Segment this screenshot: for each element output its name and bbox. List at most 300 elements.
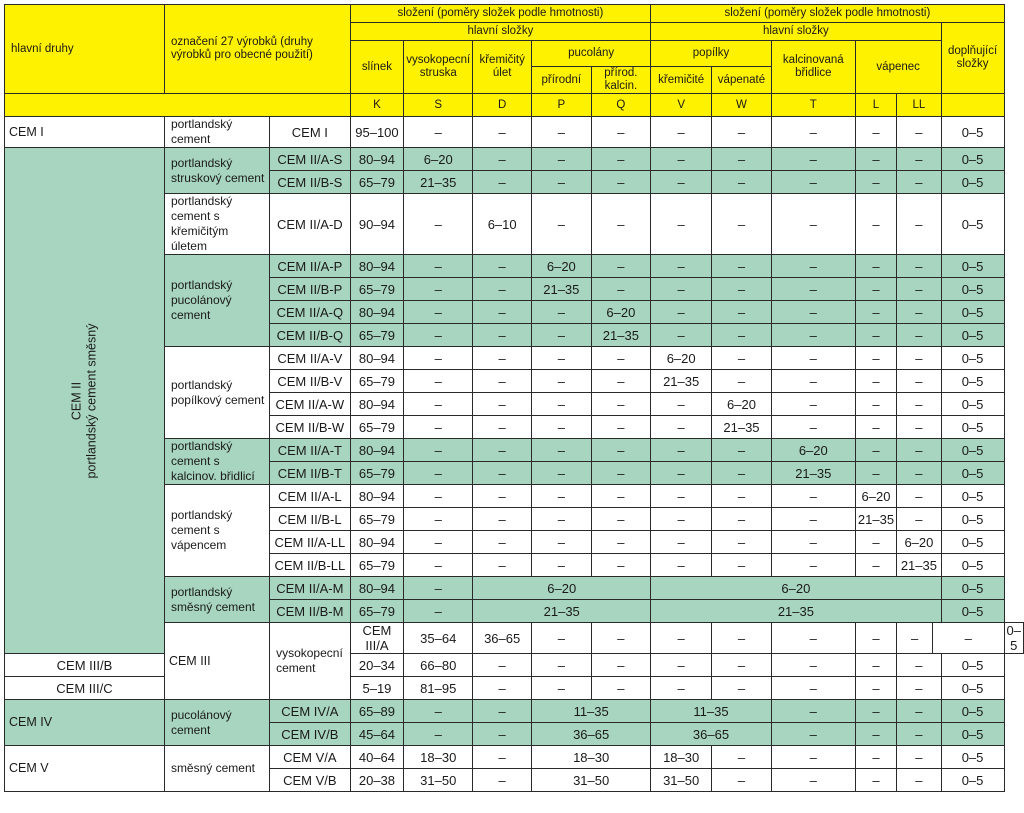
cell-q: – — [591, 416, 651, 439]
cell-ll: – — [897, 723, 941, 746]
cell-p: – — [532, 194, 591, 255]
cell-d: – — [473, 370, 532, 393]
header-doplnujici: doplňující složky — [941, 23, 1004, 94]
product-code: CEM II/B-V — [270, 370, 351, 393]
cell-k: 65–79 — [350, 278, 404, 301]
cell-v: – — [651, 462, 712, 485]
cell-l: – — [855, 117, 896, 148]
cell-s: – — [404, 278, 473, 301]
cell-s: – — [404, 117, 473, 148]
cell-k: 80–94 — [350, 577, 404, 600]
main-type-cem5: CEM V — [5, 746, 165, 792]
cell-q: – — [651, 623, 712, 654]
cell-t: – — [855, 623, 896, 654]
product-code: CEM IV/A — [270, 700, 351, 723]
header-sym-k: K — [350, 94, 404, 117]
group-label: portlandský struskový cement — [164, 148, 269, 194]
cell-k: 80–94 — [350, 393, 404, 416]
product-code: CEM II/B-LL — [270, 554, 351, 577]
header-sym-t: T — [771, 94, 855, 117]
cell-t: – — [771, 508, 855, 531]
cell-w: – — [712, 370, 772, 393]
cell-w: – — [712, 117, 772, 148]
cell-t: – — [771, 554, 855, 577]
cell-v: – — [651, 278, 712, 301]
cell-q: – — [591, 171, 651, 194]
cell-p: – — [532, 148, 591, 171]
cell-d: 6–10 — [473, 194, 532, 255]
cell-t: – — [771, 255, 855, 278]
cell-ll: – — [897, 171, 941, 194]
cell-dop: 0–5 — [941, 393, 1004, 416]
cell-w: – — [771, 623, 855, 654]
cell-d: – — [473, 485, 532, 508]
cell-t: – — [771, 485, 855, 508]
group-label: portlandský pucolánový cement — [164, 255, 269, 347]
cell-d: – — [473, 769, 532, 792]
cell-l: – — [855, 370, 896, 393]
cell-dop: 0–5 — [941, 654, 1004, 677]
cell-t: – — [771, 393, 855, 416]
header-sym-w: W — [712, 94, 772, 117]
cell-d: – — [473, 531, 532, 554]
cell-d: – — [473, 255, 532, 278]
cell-t: – — [771, 654, 855, 677]
header-col-kalcinovana-bridlice: kalcinovaná břidlice — [771, 41, 855, 94]
cell-p: – — [532, 324, 591, 347]
cell-w: – — [712, 171, 772, 194]
product-code: CEM II/B-P — [270, 278, 351, 301]
group-label: vysokopecní cement — [270, 623, 351, 700]
cell-ll: – — [897, 324, 941, 347]
cell-l: – — [855, 324, 896, 347]
group-label: portlandský cement s vápencem — [164, 485, 269, 577]
cell-d: – — [473, 462, 532, 485]
cell-d: – — [473, 554, 532, 577]
cell-w: 21–35 — [712, 416, 772, 439]
cell-span-vw: 11–35 — [651, 700, 772, 723]
cell-dop: 0–5 — [941, 700, 1004, 723]
cell-l: – — [855, 531, 896, 554]
cell-k: 90–94 — [350, 194, 404, 255]
cell-w: – — [712, 746, 772, 769]
cell-dop: 0–5 — [941, 485, 1004, 508]
cell-ll: 21–35 — [897, 554, 941, 577]
cell-k: 80–94 — [350, 485, 404, 508]
table-row — [5, 677, 1024, 700]
group-label: portlandský popílkový cement — [164, 347, 269, 439]
product-code: CEM II/A-D — [270, 194, 351, 255]
cell-d: – — [473, 677, 532, 700]
cell-dop: 0–5 — [941, 600, 1004, 623]
cell-l: – — [897, 623, 933, 654]
cell-ll: – — [897, 416, 941, 439]
cell-w: – — [712, 531, 772, 554]
cell-v: – — [651, 654, 712, 677]
cell-dop: 0–5 — [941, 577, 1004, 600]
cell-dop: 0–5 — [941, 416, 1004, 439]
cell-span-pq: 18–30 — [532, 746, 651, 769]
product-code: CEM I — [270, 117, 351, 148]
cell-ll: – — [897, 194, 941, 255]
cell-k: 65–79 — [350, 416, 404, 439]
cell-l: – — [855, 654, 896, 677]
cell-p: 21–35 — [532, 278, 591, 301]
cell-dop: 0–5 — [941, 370, 1004, 393]
cell-v: 31–50 — [651, 769, 712, 792]
cell-t: – — [771, 171, 855, 194]
cell-k: 65–79 — [350, 462, 404, 485]
cell-q: – — [591, 508, 651, 531]
cell-dop: 0–5 — [941, 171, 1004, 194]
cell-ll: – — [897, 746, 941, 769]
group-label: portlandský cement s křemičitým úletem — [164, 194, 269, 255]
cell-dop: 0–5 — [941, 301, 1004, 324]
cell-d: – — [473, 347, 532, 370]
group-label: portlandský směsný cement — [164, 577, 269, 623]
header-row-1 — [5, 5, 1024, 23]
cell-t: – — [771, 324, 855, 347]
cell-s: – — [404, 700, 473, 723]
header-hlavni-slozky-left: hlavní složky — [350, 23, 651, 41]
cell-s: – — [404, 600, 473, 623]
cell-q: – — [591, 462, 651, 485]
header-col-kremicite: křemičité — [651, 67, 712, 94]
cell-s: – — [404, 554, 473, 577]
table-row — [5, 654, 1024, 677]
cell-t: – — [771, 769, 855, 792]
cell-l: – — [855, 278, 896, 301]
cell-s: – — [404, 416, 473, 439]
cell-l: – — [855, 171, 896, 194]
cell-l: – — [855, 677, 896, 700]
cell-p: – — [532, 393, 591, 416]
cell-p: – — [532, 171, 591, 194]
cell-d: – — [473, 439, 532, 462]
cell-q: – — [591, 278, 651, 301]
cell-l: – — [855, 462, 896, 485]
cell-d: – — [473, 700, 532, 723]
cell-dop: 0–5 — [941, 677, 1004, 700]
cell-span-vwtl: 21–35 — [651, 600, 941, 623]
main-type-cem2-label: CEM II portlandský cement směsný — [69, 323, 99, 478]
header-col-vapenate: vápenaté — [712, 67, 772, 94]
cell-q: – — [591, 677, 651, 700]
cell-q: 21–35 — [591, 324, 651, 347]
cell-s: – — [404, 255, 473, 278]
cell-s: – — [404, 508, 473, 531]
cell-s: – — [404, 439, 473, 462]
cell-l: – — [855, 439, 896, 462]
header-sym-q: Q — [591, 94, 651, 117]
header-oznaceni: označení 27 výrobků (druhy výrobků pro obecné použití) — [164, 5, 350, 94]
cell-l: – — [855, 347, 896, 370]
cell-q: – — [591, 148, 651, 171]
header-symbol-gap-right — [941, 94, 1004, 117]
header-col-prirod-kalcin: přírod. kalcin. — [591, 67, 651, 94]
group-label: portlandský cement s kalcinov. břidlicí — [164, 439, 269, 485]
cell-t: 21–35 — [771, 462, 855, 485]
cell-t: – — [771, 301, 855, 324]
cell-d: – — [473, 746, 532, 769]
cell-k: 80–94 — [350, 439, 404, 462]
cell-ll: – — [897, 462, 941, 485]
cell-ll: – — [897, 677, 941, 700]
cell-k: 65–79 — [350, 554, 404, 577]
cell-w: – — [712, 769, 772, 792]
product-code: CEM IV/B — [270, 723, 351, 746]
header-col-prirodni: přírodní — [532, 67, 591, 94]
cell-w: – — [712, 148, 772, 171]
cell-l: 6–20 — [855, 485, 896, 508]
header-symbol-gap — [5, 94, 351, 117]
cell-ll: – — [897, 117, 941, 148]
cell-l: – — [855, 255, 896, 278]
cell-w: – — [712, 462, 772, 485]
cell-p: – — [532, 654, 591, 677]
cell-q: – — [591, 194, 651, 255]
cell-w: – — [712, 324, 772, 347]
cell-ll: 6–20 — [897, 531, 941, 554]
cell-l: – — [855, 746, 896, 769]
product-code: CEM V/A — [270, 746, 351, 769]
cell-dop: 0–5 — [941, 723, 1004, 746]
product-code: CEM II/A-W — [270, 393, 351, 416]
cell-s: – — [404, 301, 473, 324]
cell-d: – — [532, 623, 591, 654]
cell-d: – — [473, 324, 532, 347]
cell-ll: – — [897, 255, 941, 278]
cell-d: – — [473, 393, 532, 416]
product-code: CEM II/B-Q — [270, 324, 351, 347]
cell-w: – — [712, 278, 772, 301]
header-col-kremicity-ulet: křemičitý úlet — [473, 41, 532, 94]
cell-dop: 0–5 — [941, 347, 1004, 370]
cell-w: – — [712, 347, 772, 370]
cell-v: 21–35 — [651, 370, 712, 393]
cell-dop: 0–5 — [941, 148, 1004, 171]
cell-ll: – — [897, 769, 941, 792]
product-code: CEM III/C — [5, 677, 165, 700]
cell-p: – — [532, 439, 591, 462]
cell-w: – — [712, 301, 772, 324]
cell-q: – — [591, 370, 651, 393]
cell-t: – — [771, 117, 855, 148]
product-code: CEM II/B-S — [270, 171, 351, 194]
cell-ll: – — [897, 148, 941, 171]
cell-k: 45–64 — [350, 723, 404, 746]
cell-span-dpq: 21–35 — [473, 600, 651, 623]
cell-q: – — [591, 393, 651, 416]
cell-q: – — [591, 347, 651, 370]
cell-k: 40–64 — [350, 746, 404, 769]
cell-span-vw: 36–65 — [651, 723, 772, 746]
cell-q: – — [591, 531, 651, 554]
header-sym-p: P — [532, 94, 591, 117]
header-slozeni-left: složení (poměry složek podle hmotnosti) — [350, 5, 651, 23]
cell-t: – — [771, 416, 855, 439]
cell-w: – — [712, 194, 772, 255]
cell-p: – — [591, 623, 651, 654]
cell-s: – — [404, 462, 473, 485]
header-sym-s: S — [404, 94, 473, 117]
cell-ll: – — [897, 700, 941, 723]
product-code: CEM II/A-T — [270, 439, 351, 462]
cell-ll: – — [932, 623, 1004, 654]
cell-p: – — [532, 462, 591, 485]
cell-l: – — [855, 769, 896, 792]
cell-k: 80–94 — [350, 301, 404, 324]
cell-dop: 0–5 — [941, 278, 1004, 301]
cell-l: – — [855, 194, 896, 255]
cell-s: 18–30 — [404, 746, 473, 769]
product-code: CEM II/B-W — [270, 416, 351, 439]
cell-k: 20–38 — [350, 769, 404, 792]
table-row — [5, 700, 1024, 723]
cell-v: – — [651, 677, 712, 700]
cell-q: – — [591, 255, 651, 278]
cell-v: – — [712, 623, 772, 654]
main-type-cem3: CEM III — [164, 623, 269, 700]
cell-w: – — [712, 439, 772, 462]
cell-w: – — [712, 554, 772, 577]
product-code: CEM II/B-T — [270, 462, 351, 485]
cell-v: – — [651, 324, 712, 347]
cell-s: 31–50 — [404, 769, 473, 792]
cell-v: – — [651, 485, 712, 508]
cement-composition-table-container — [4, 4, 1024, 792]
cell-v: – — [651, 148, 712, 171]
header-sym-d: D — [473, 94, 532, 117]
cell-dop: 0–5 — [941, 324, 1004, 347]
product-code: CEM II/A-L — [270, 485, 351, 508]
cell-p: – — [532, 347, 591, 370]
cell-k: 65–79 — [350, 324, 404, 347]
cell-t: – — [771, 194, 855, 255]
header-col-slinek: slínek — [350, 41, 404, 94]
cell-k: 65–79 — [350, 508, 404, 531]
table-row — [5, 148, 1024, 171]
cell-ll: – — [897, 278, 941, 301]
cell-dop: 0–5 — [941, 462, 1004, 485]
cell-dop: 0–5 — [941, 554, 1004, 577]
cell-k: 65–89 — [350, 700, 404, 723]
cell-k: 80–94 — [350, 148, 404, 171]
cell-ll: – — [897, 485, 941, 508]
cell-v: – — [651, 171, 712, 194]
product-code: CEM V/B — [270, 769, 351, 792]
product-code: CEM II/B-M — [270, 600, 351, 623]
header-slozeni-right: složení (poměry složek podle hmotnosti) — [651, 5, 1004, 23]
cell-l: – — [855, 723, 896, 746]
cell-s: – — [404, 370, 473, 393]
cell-w: – — [712, 508, 772, 531]
cell-p: – — [532, 301, 591, 324]
cell-span-pq: 36–65 — [532, 723, 651, 746]
header-symbol-row — [5, 94, 1024, 117]
cell-w: – — [712, 255, 772, 278]
cell-s: – — [404, 485, 473, 508]
product-code: CEM II/A-P — [270, 255, 351, 278]
cell-dop: 0–5 — [941, 194, 1004, 255]
cell-p: 6–20 — [532, 255, 591, 278]
cell-dop: 0–5 — [941, 746, 1004, 769]
cell-v: – — [651, 508, 712, 531]
cell-k: 65–79 — [350, 171, 404, 194]
product-code: CEM II/A-LL — [270, 531, 351, 554]
cell-v: – — [651, 393, 712, 416]
cell-p: – — [532, 508, 591, 531]
cell-t: – — [771, 148, 855, 171]
cell-s: – — [404, 324, 473, 347]
cell-t: – — [771, 278, 855, 301]
product-code: CEM II/A-Q — [270, 301, 351, 324]
product-code: CEM II/A-V — [270, 347, 351, 370]
cell-k: 95–100 — [350, 117, 404, 148]
cell-k: 5–19 — [350, 677, 404, 700]
cell-w: – — [712, 677, 772, 700]
cell-l: – — [855, 301, 896, 324]
cell-p: – — [532, 370, 591, 393]
cell-v: – — [651, 194, 712, 255]
cell-s: – — [404, 531, 473, 554]
main-type-cem4: CEM IV — [5, 700, 165, 746]
cell-d: – — [473, 508, 532, 531]
cell-d: – — [473, 723, 532, 746]
cell-s: – — [404, 393, 473, 416]
cell-dop: 0–5 — [941, 255, 1004, 278]
cell-t: – — [771, 746, 855, 769]
cell-dop: 0–5 — [941, 117, 1004, 148]
group-label: směsný cement — [164, 746, 269, 792]
cell-s: 6–20 — [404, 148, 473, 171]
cell-p: – — [532, 554, 591, 577]
cell-l: – — [855, 700, 896, 723]
product-code: CEM III/A — [350, 623, 404, 654]
cell-p: – — [532, 531, 591, 554]
cell-v: – — [651, 255, 712, 278]
cell-t: – — [771, 370, 855, 393]
cell-span-dpq: 6–20 — [473, 577, 651, 600]
cell-p: – — [532, 416, 591, 439]
cell-d: – — [473, 654, 532, 677]
cell-v: – — [651, 416, 712, 439]
product-code: CEM III/B — [5, 654, 165, 677]
cell-ll: – — [897, 393, 941, 416]
cell-ll: – — [897, 439, 941, 462]
cell-v: – — [651, 301, 712, 324]
cell-q: – — [591, 554, 651, 577]
cell-ll: – — [897, 370, 941, 393]
cell-l: – — [855, 148, 896, 171]
cement-composition-table — [4, 4, 1024, 792]
cell-t: – — [771, 677, 855, 700]
table-row — [5, 117, 1024, 148]
cell-p: – — [532, 117, 591, 148]
cell-s: 21–35 — [404, 171, 473, 194]
cell-span-vwtl: 6–20 — [651, 577, 941, 600]
product-code: CEM II/A-S — [270, 148, 351, 171]
cell-d: – — [473, 301, 532, 324]
cell-w: 6–20 — [712, 393, 772, 416]
cell-d: – — [473, 416, 532, 439]
cell-t: – — [771, 700, 855, 723]
header-col-vapenec: vápenec — [855, 41, 941, 94]
cell-ll: – — [897, 301, 941, 324]
cell-k: 80–94 — [350, 255, 404, 278]
header-hlavni-druhy: hlavní druhy — [5, 5, 165, 94]
cell-dop: 0–5 — [941, 439, 1004, 462]
